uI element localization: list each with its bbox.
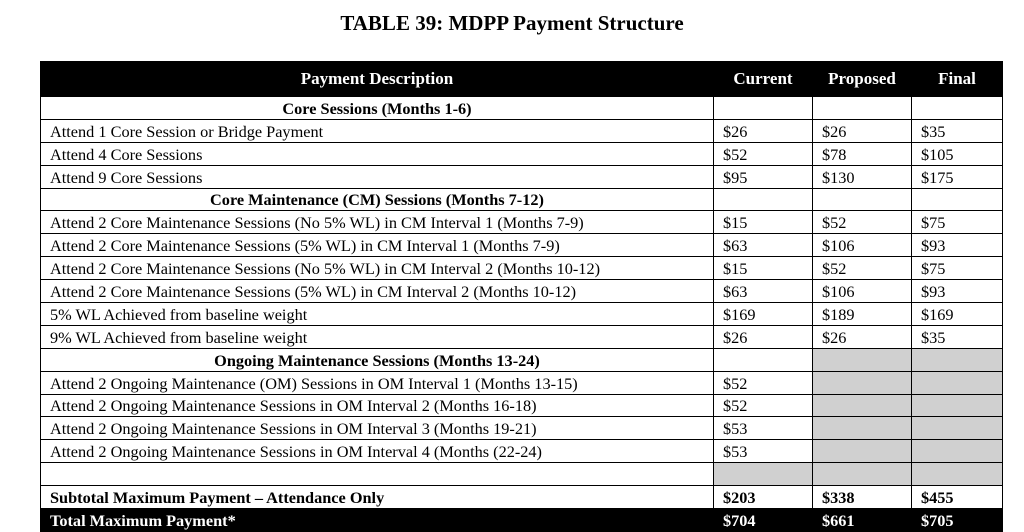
section-heading: Core Maintenance (CM) Sessions (Months 7-12) <box>41 188 714 211</box>
shaded-cell <box>912 371 1003 394</box>
shaded-cell <box>912 463 1003 486</box>
row-current: $53 <box>714 417 813 440</box>
subtotal-row <box>41 486 1003 509</box>
subtotal-final: $455 <box>912 486 1003 509</box>
total-proposed: $661 <box>813 509 912 532</box>
row-final: $35 <box>912 119 1003 142</box>
row-description: Attend 9 Core Sessions <box>41 165 714 188</box>
table-row <box>41 142 1003 165</box>
section-heading-row <box>41 348 1003 371</box>
table-row <box>41 417 1003 440</box>
shaded-cell <box>813 348 912 371</box>
row-current: $63 <box>714 280 813 303</box>
row-final: $175 <box>912 165 1003 188</box>
row-current: $52 <box>714 371 813 394</box>
row-description: Attend 4 Core Sessions <box>41 142 714 165</box>
table-row <box>41 165 1003 188</box>
shaded-cell <box>714 463 813 486</box>
section-heading: Ongoing Maintenance Sessions (Months 13-24) <box>41 348 714 371</box>
total-final: $705 <box>912 509 1003 532</box>
row-description: 9% WL Achieved from baseline weight <box>41 325 714 348</box>
section-heading-row <box>41 188 1003 211</box>
row-description: Attend 2 Core Maintenance Sessions (5% WL) in CM Interval 2 (Months 10-12) <box>41 280 714 303</box>
row-proposed: $130 <box>813 165 912 188</box>
row-proposed: $106 <box>813 280 912 303</box>
row-description: Attend 2 Core Maintenance Sessions (No 5% WL) in CM Interval 1 (Months 7-9) <box>41 211 714 234</box>
row-proposed: $26 <box>813 325 912 348</box>
row-current: $26 <box>714 325 813 348</box>
header-final: Final <box>912 62 1003 97</box>
row-proposed: $52 <box>813 211 912 234</box>
row-proposed: $189 <box>813 303 912 326</box>
row-current: $52 <box>714 394 813 417</box>
row-current: $63 <box>714 234 813 257</box>
shaded-cell <box>813 371 912 394</box>
row-final: $169 <box>912 303 1003 326</box>
row-current: $15 <box>714 257 813 280</box>
row-final: $75 <box>912 211 1003 234</box>
header-payment-description: Payment Description <box>41 62 714 97</box>
row-current: $15 <box>714 211 813 234</box>
table-row <box>41 371 1003 394</box>
shaded-cell <box>813 463 912 486</box>
table-row <box>41 119 1003 142</box>
row-description: Attend 2 Core Maintenance Sessions (5% WL) in CM Interval 1 (Months 7-9) <box>41 234 714 257</box>
header-current: Current <box>714 62 813 97</box>
table-title: TABLE 39: MDPP Payment Structure <box>340 11 684 35</box>
row-current: $169 <box>714 303 813 326</box>
shaded-cell <box>912 417 1003 440</box>
table-row <box>41 211 1003 234</box>
shaded-cell <box>912 348 1003 371</box>
subtotal-current: $203 <box>714 486 813 509</box>
table-row <box>41 280 1003 303</box>
table-row <box>41 325 1003 348</box>
row-proposed: $78 <box>813 142 912 165</box>
row-description: Attend 1 Core Session or Bridge Payment <box>41 119 714 142</box>
section-heading: Core Sessions (Months 1-6) <box>41 97 714 120</box>
row-current: $53 <box>714 440 813 463</box>
shaded-cell <box>813 394 912 417</box>
row-final: $35 <box>912 325 1003 348</box>
total-current: $704 <box>714 509 813 532</box>
row-description: Attend 2 Ongoing Maintenance Sessions in OM Interval 2 (Months 16-18) <box>41 394 714 417</box>
subtotal-proposed: $338 <box>813 486 912 509</box>
row-description: Attend 2 Ongoing Maintenance Sessions in OM Interval 4 (Months (22-24) <box>41 440 714 463</box>
shaded-cell <box>912 440 1003 463</box>
blank-row <box>41 463 1003 486</box>
payment-table <box>40 61 1003 532</box>
row-description: Attend 2 Ongoing Maintenance Sessions in OM Interval 3 (Months 19-21) <box>41 417 714 440</box>
row-description: Attend 2 Ongoing Maintenance (OM) Sessions in OM Interval 1 (Months 13-15) <box>41 371 714 394</box>
table-row <box>41 394 1003 417</box>
table-row <box>41 257 1003 280</box>
section-heading-row <box>41 97 1003 120</box>
total-row <box>41 509 1003 532</box>
total-label: Total Maximum Payment* <box>41 509 714 532</box>
row-proposed: $26 <box>813 119 912 142</box>
row-proposed: $106 <box>813 234 912 257</box>
row-current: $26 <box>714 119 813 142</box>
shaded-cell <box>813 440 912 463</box>
row-final: $93 <box>912 234 1003 257</box>
row-description: 5% WL Achieved from baseline weight <box>41 303 714 326</box>
header-proposed: Proposed <box>813 62 912 97</box>
shaded-cell <box>813 417 912 440</box>
row-description: Attend 2 Core Maintenance Sessions (No 5% WL) in CM Interval 2 (Months 10-12) <box>41 257 714 280</box>
header-row <box>41 62 1003 97</box>
table-row <box>41 303 1003 326</box>
row-current: $52 <box>714 142 813 165</box>
row-proposed: $52 <box>813 257 912 280</box>
row-final: $75 <box>912 257 1003 280</box>
table-row <box>41 234 1003 257</box>
subtotal-label: Subtotal Maximum Payment – Attendance Only <box>41 486 714 509</box>
shaded-cell <box>912 394 1003 417</box>
row-final: $105 <box>912 142 1003 165</box>
row-final: $93 <box>912 280 1003 303</box>
row-current: $95 <box>714 165 813 188</box>
table-row <box>41 440 1003 463</box>
